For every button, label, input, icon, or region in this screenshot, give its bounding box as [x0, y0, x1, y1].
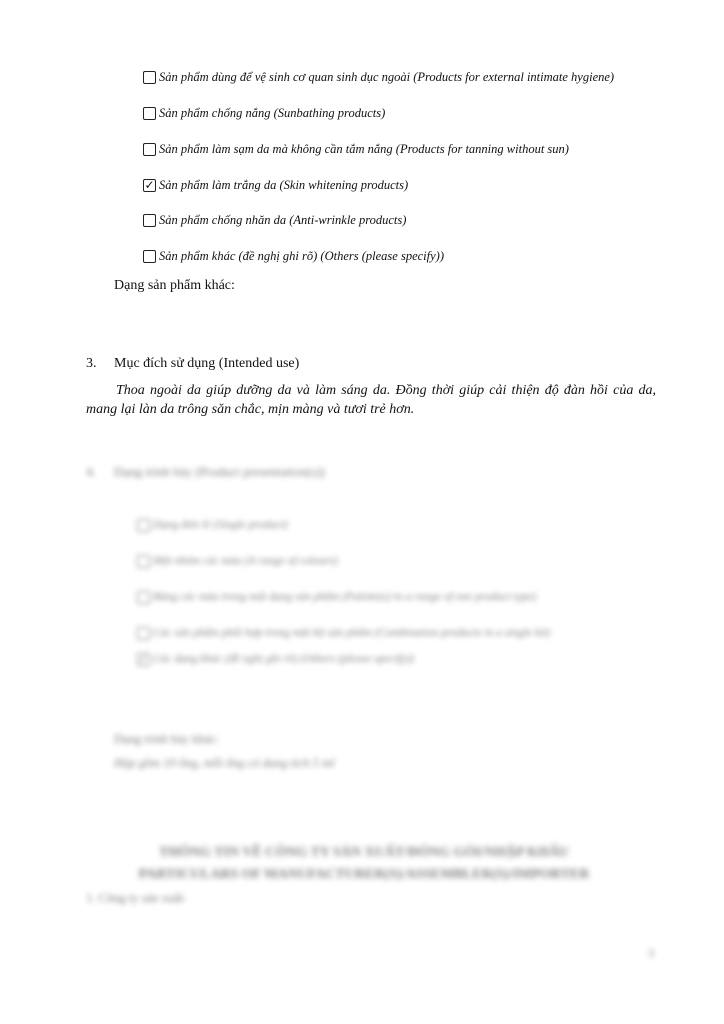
checkbox-row-combination-kit[interactable] [137, 624, 550, 642]
checkbox[interactable] [137, 555, 150, 568]
checkbox-label: Sản phẩm chống nắng (Sunbathing products) [159, 105, 386, 120]
checkbox-label: Sản phẩm khác (đề nghị ghi rõ) (Others (please specify)) [159, 248, 444, 263]
checkbox-label: Các dạng khác (đề nghị ghi rõ) (Others (please specify)) [153, 653, 414, 665]
checkbox[interactable] [143, 107, 156, 120]
manufacturer-section-heading-line1: THÔNG TIN VỀ CÔNG TY SẢN XUẤT/ĐÓNG GÓI/NHẬP KHẨU [158, 845, 570, 860]
checkbox[interactable] [143, 143, 156, 156]
checkbox-row-skin-whitening[interactable] [143, 176, 408, 194]
other-presentation-value: Hộp gồm 10 ống, mỗi ống có dung tích 5 ml [114, 756, 335, 770]
checkbox[interactable] [137, 627, 150, 640]
checkbox-row-sunbathing[interactable] [143, 104, 385, 122]
section-4-number: 4. [86, 464, 96, 479]
intended-use-text: Thoa ngoài da giúp dưỡng da và làm sáng da. Đồng thời giúp cải thiện độ đàn hồi của da, mang lại làn da trông săn chắc, mịn màng và tươi trẻ hơn. [86, 383, 656, 417]
checkbox-label: Các sản phẩm phối hợp trong một bộ sản phẩm (Combination products in a single kit) [153, 627, 551, 639]
page-number: 3 [648, 946, 654, 960]
checkmark-icon: ✓ [144, 178, 155, 192]
checkbox-checked[interactable] [143, 179, 156, 192]
section-3-number: 3. [86, 356, 97, 371]
checkbox[interactable] [137, 519, 150, 532]
checkbox-row-others[interactable] [143, 247, 444, 265]
checkbox-row-anti-wrinkle[interactable] [143, 211, 406, 229]
checkbox[interactable] [137, 591, 150, 604]
checkbox-label: Sản phẩm làm trắng da (Skin whitening products) [159, 177, 409, 192]
manufacturer-item-1: 1. Công ty sản xuất: [86, 891, 187, 905]
checkbox[interactable] [143, 250, 156, 263]
checkmark-icon: ✓ [138, 652, 149, 666]
checkbox-row-tanning[interactable] [143, 140, 569, 158]
checkbox-row-single-product[interactable] [137, 516, 288, 534]
checkbox-checked[interactable] [137, 653, 150, 666]
manufacturer-section-heading-line2: PARTICULARS OF MANUFACTURER(S)/ASSEMBLER(S)/IMPORTER [138, 867, 590, 882]
section-3-title: Mục đích sử dụng (Intended use) [114, 356, 300, 371]
checkbox-label: Bảng các màu trong một dạng sản phẩm (Palette(s) in a range of one product type) [153, 591, 537, 603]
checkbox[interactable] [143, 71, 156, 84]
checkbox-label: Sản phẩm dùng để vệ sinh cơ quan sinh dục ngoài (Products for external intimate hygiene) [159, 69, 615, 84]
section-4-title: Dạng trình bày (Product presentation(s)) [114, 464, 325, 479]
checkbox-row-intimate-hygiene[interactable] [143, 68, 614, 86]
checkbox-label: Một nhóm các màu (A range of colours) [153, 555, 338, 567]
checkbox-label: Dạng đơn lẻ (Single product) [153, 519, 288, 531]
checkbox[interactable] [143, 214, 156, 227]
checkbox-row-range-colours[interactable] [137, 552, 338, 570]
checkbox-row-palette[interactable] [137, 588, 536, 606]
other-product-type-label: Dạng sản phẩm khác: [114, 278, 235, 293]
checkbox-label: Sản phẩm làm sạm da mà không cần tắm nắng (Products for tanning without sun) [159, 141, 569, 156]
other-presentation-label: Dạng trình bày khác: [114, 732, 220, 746]
checkbox-label: Sản phẩm chống nhăn da (Anti-wrinkle products) [159, 212, 407, 227]
checkbox-row-other-presentation[interactable] [137, 650, 414, 668]
